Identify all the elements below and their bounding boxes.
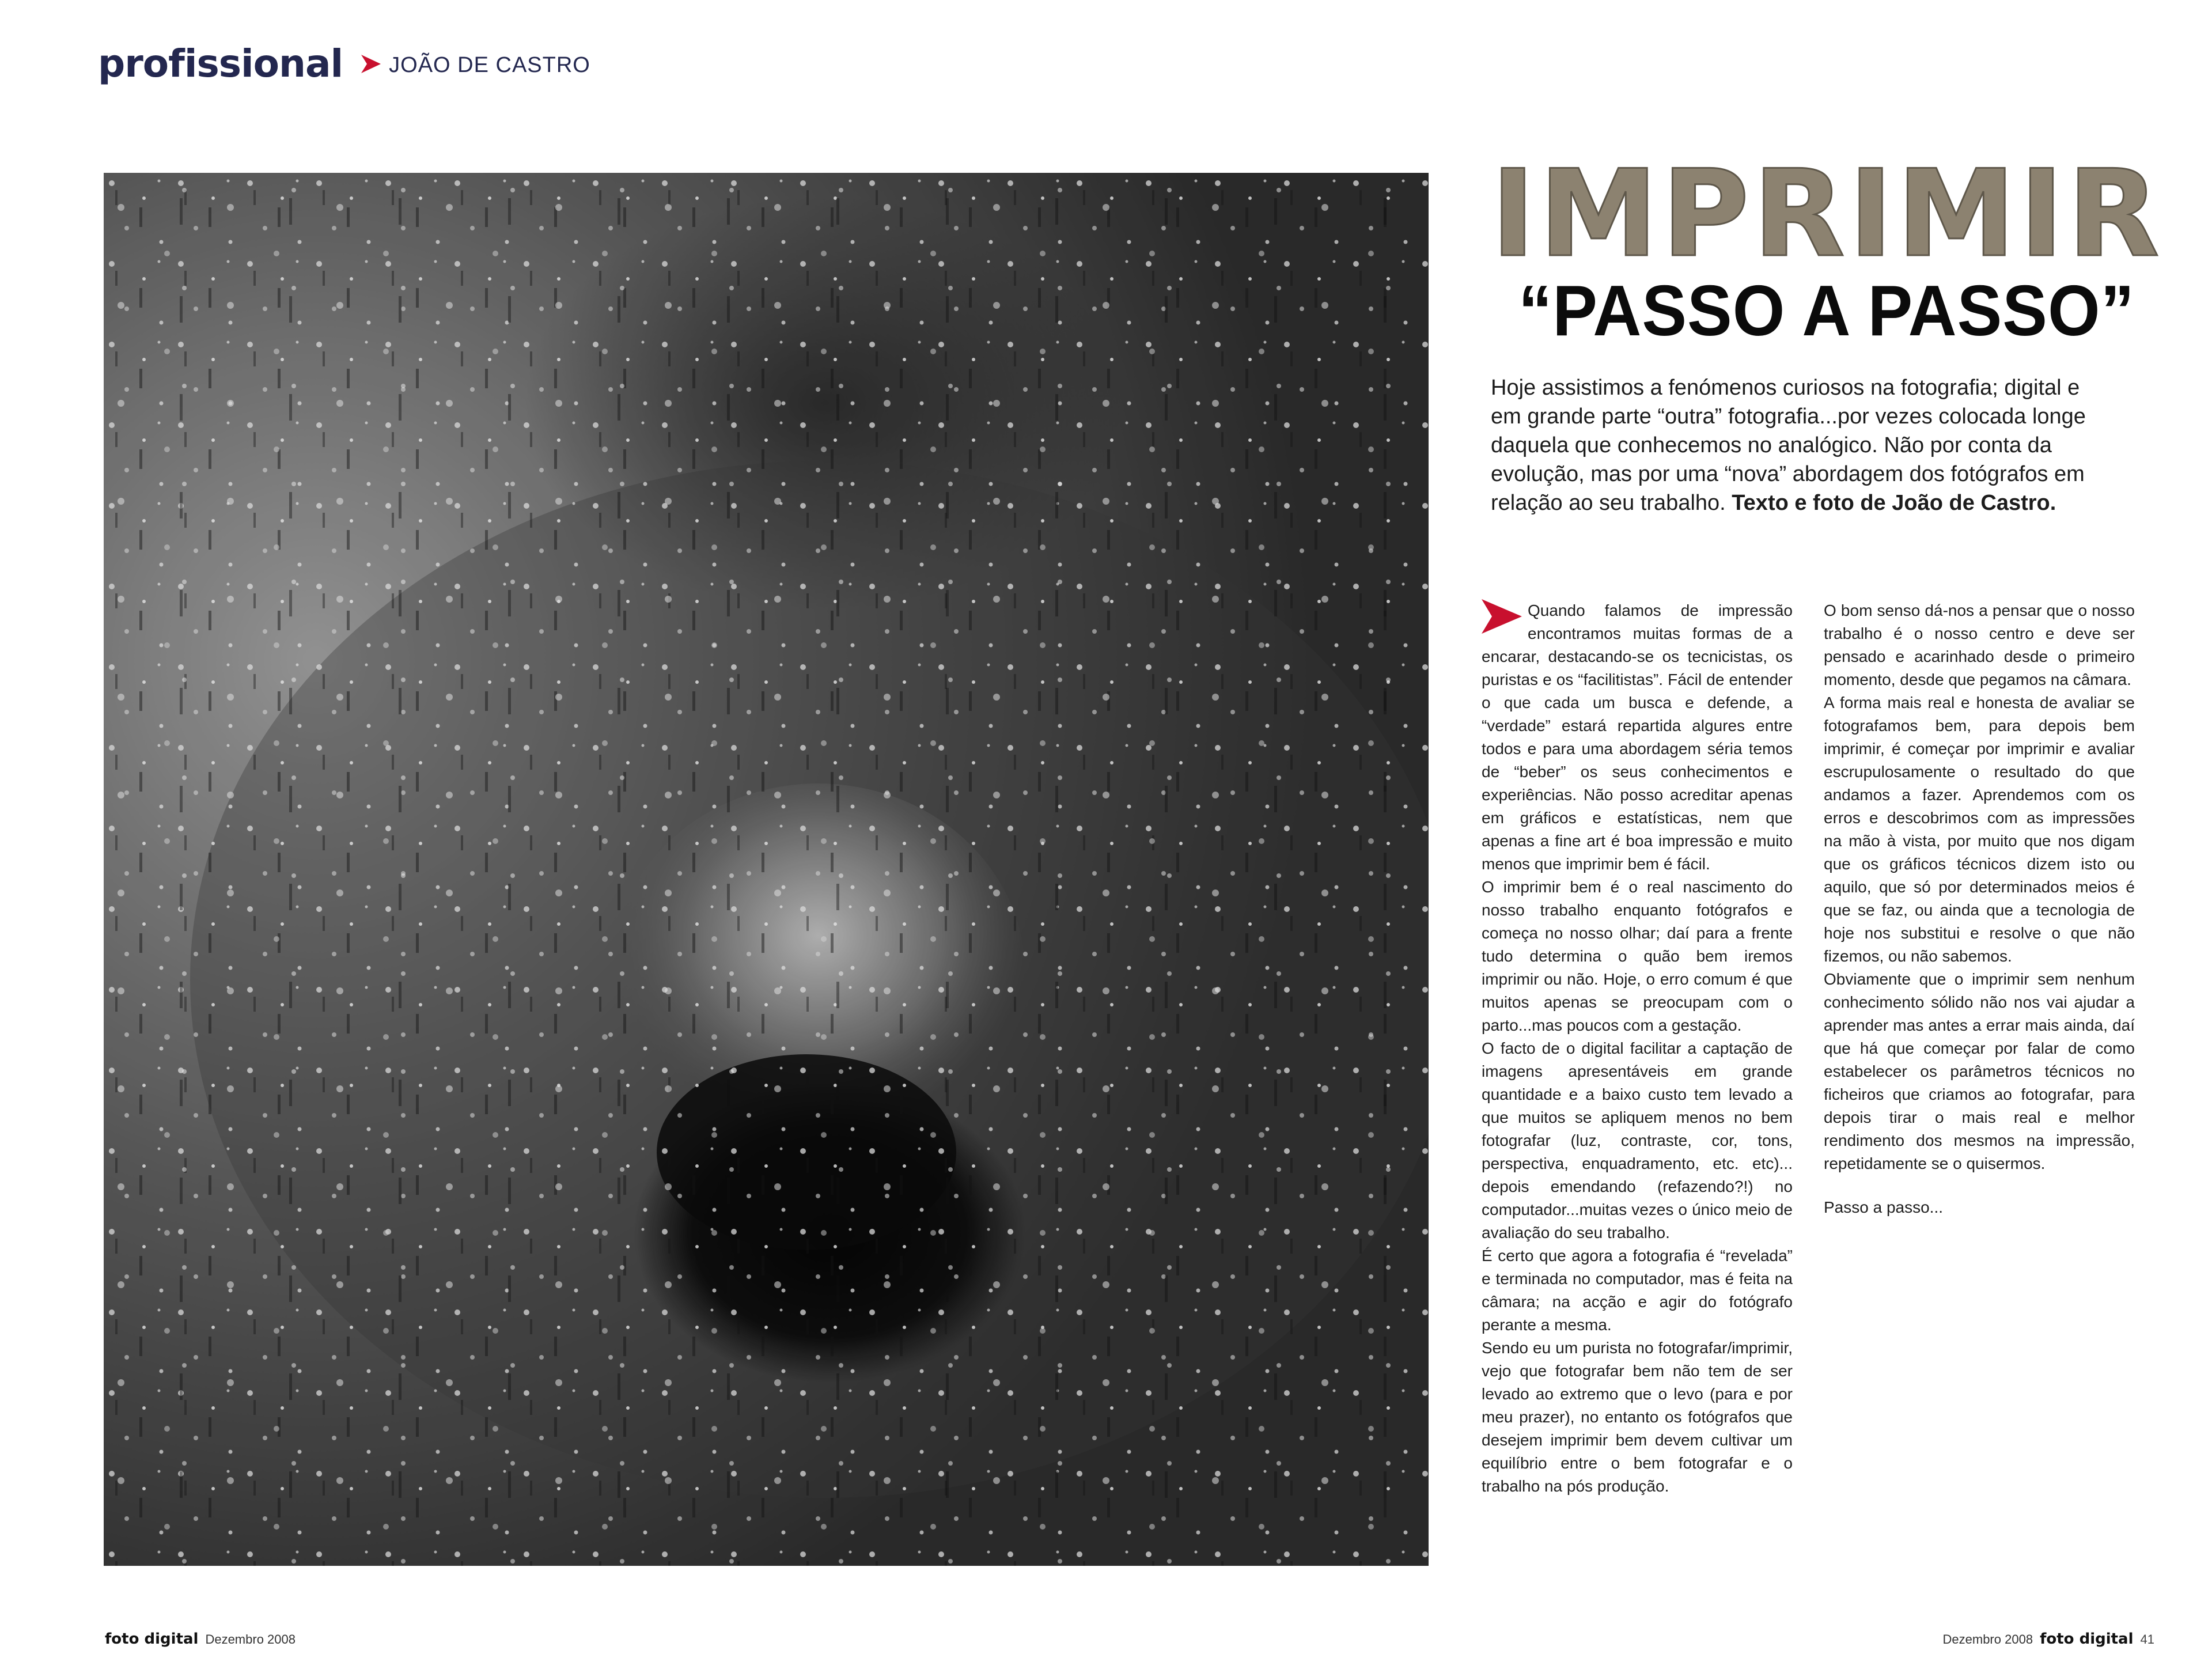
paragraph: Obviamente que o imprimir sem nenhum conhecimento sólido não nos vai ajudar a aprender mas antes a errar mais ainda, daí que há que começar por falar de como estabelecer os parâmetros técnicos no ficheiros que criamos ao fotografar, para depois tirar o mais real e melhor rendimento dos mesmos na impressão, repetidamente se o quisermos. — [1824, 970, 2135, 1172]
paragraph: O bom senso dá-nos a pensar que o nosso trabalho é o nosso centro e deve ser pensado e acarinhado desde o primeiro momento, desde que pegamos na câmara. — [1824, 601, 2135, 688]
lead-credit: Texto e foto de João de Castro. — [1732, 491, 2056, 515]
body-column-1 — [1482, 599, 1793, 1498]
footer-brand: foto digital — [105, 1630, 199, 1648]
paragraph: O facto de o digital facilitar a captação de imagens apresentáveis em grande quantidade e a baixo custo tem levado a que muitos se apliquem menos no bem fotografar (luz, contraste, cor, tons, perspectiva, enquadramento, etc. etc)... depois emendando (refazendo?!) no computador...muitas vezes o único meio de avaliação do seu trabalho. — [1482, 1039, 1793, 1241]
headline-subtitle: “PASSO A PASSO” — [1518, 271, 2135, 351]
closing-line: Passo a passo... — [1824, 1198, 1944, 1216]
red-chevron-icon — [361, 52, 381, 75]
author-label: JOÃO DE CASTRO — [389, 53, 590, 77]
paragraph: Sendo eu um purista no fotografar/imprimir, vejo que fotografar bem não tem de ser levado ao extremo que o levo (para e por meu prazer), no entanto os fotógrafos que desejem imprimir bem devem cultivar um equilíbrio entre o bem fotografar e o trabalho na pós produção. — [1482, 1339, 1793, 1495]
lead-paragraph — [1491, 373, 2113, 517]
footer-issue: Dezembro 2008 — [1942, 1632, 2033, 1646]
paragraph: Quando falamos de impressão encontramos muitas formas de a encarar, destacando-se os tecnicistas, os puristas e os “facilitistas”. Fácil de entender o que cada um busca e defende, a “verdade” estará repartida algures entre todos e para uma abordagem séria temos de “beber” os seus conhecimentos e experiências. Não posso acreditar apenas em gráficos e estatísticas, nem que apenas a fine art é boa impressão e muito menos que imprimir bem é fácil. — [1482, 601, 1793, 873]
body-column-2 — [1824, 599, 2135, 1219]
monochrome-skin-macro-photo — [104, 173, 1429, 1566]
paragraph: A forma mais real e honesta de avaliar se fotografamos bem, para depois bem imprimir, é começar por imprimir e avaliar escrupulosamente o resultado do que andamos a fazer. Aprendemos com os erros e descobrimos com as impressões na mão à vista, por muito que nos digam que os gráficos técnicos dizem isto ou aquilo, que só por determinados meios é que se faz, ou ainda que a tecnologia de hoje nos substitui e resolve o que não fizemos, ou não sabemos. — [1824, 694, 2135, 965]
headline-title: IMPRIMIR — [1491, 145, 2163, 284]
footer-right — [1936, 1630, 2154, 1648]
paragraph: É certo que agora a fotografia é “revelada” e terminada no computador, mas é feita na câmara; na acção e agir do fotógrafo perante a mesma. — [1482, 1247, 1793, 1334]
red-arrow-icon — [1482, 599, 1522, 634]
page-number: 41 — [2140, 1632, 2154, 1646]
page-header — [98, 41, 590, 86]
footer-brand: foto digital — [2040, 1630, 2134, 1648]
paragraph: O imprimir bem é o real nascimento do nosso trabalho enquanto fotógrafos e começa no nosso olhar; daí para a frente tudo determina o quão bem iremos imprimir ou não. Hoje, o erro comum é que muitos apenas se preocupam com o parto...mas poucos com a gestação. — [1482, 878, 1793, 1034]
footer-left — [105, 1630, 302, 1648]
lead-text: Hoje assistimos a fenómenos curiosos na fotografia; digital e em grande parte “outra” fotografia...por vezes colocada longe daquela que conhecemos no analógico. Não por conta da evolução, mas por uma “nova” abordagem dos fotógrafos em relação ao seu trabalho. — [1491, 376, 2086, 515]
section-label: profissional — [98, 41, 343, 86]
footer-issue: Dezembro 2008 — [205, 1632, 296, 1646]
